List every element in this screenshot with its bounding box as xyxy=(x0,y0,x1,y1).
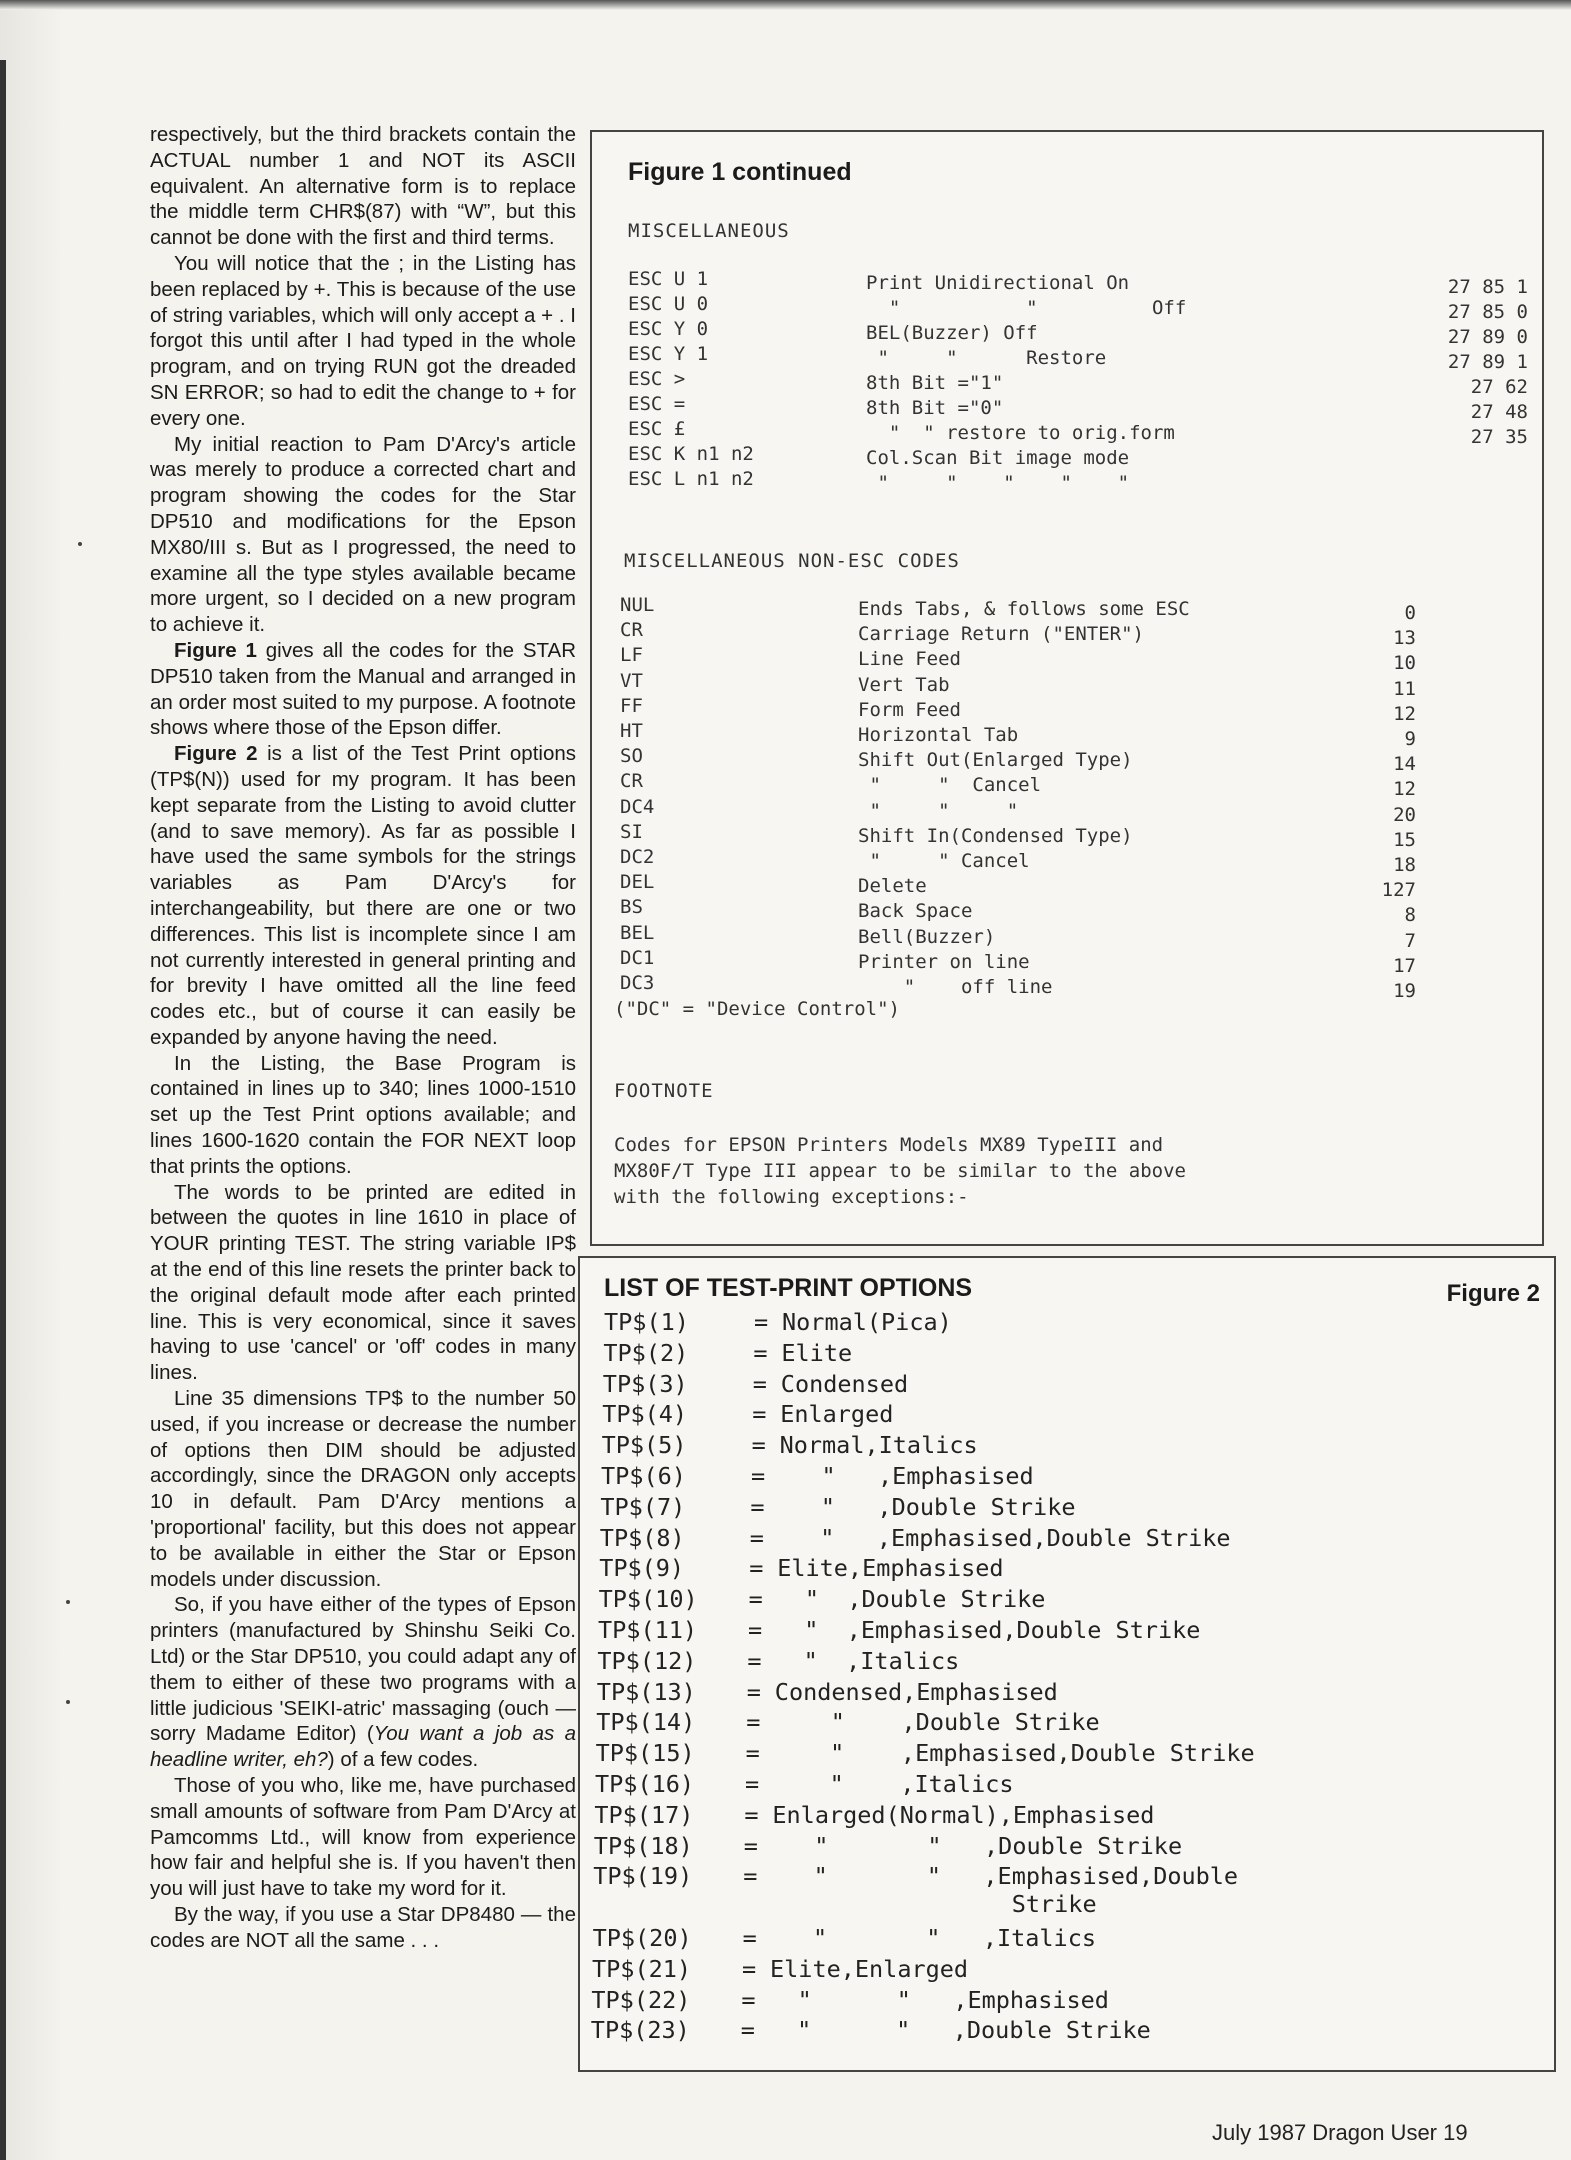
code-mnemonic: ESC £ xyxy=(628,418,686,440)
equals-sign: = xyxy=(740,2016,755,2045)
option-id: TP$(3) xyxy=(602,1369,688,1398)
option-description: " ,Double Strike xyxy=(776,1585,1046,1614)
code-description: Printer on line xyxy=(858,950,1030,973)
article-paragraph: Figure 1 gives all the codes for the STAR DP510 taken from the Manual and arranged in an order most suited to my purpose. A footnote shows where those of the Epson differ. xyxy=(150,638,576,740)
article-paragraph: My initial reaction to Pam D'Arcy's article was merely to produce a corrected chart and program showing the codes for the Star DP510 and modifications for the Epson MX80/III s. But as I progressed, the need to examine all the type styles available became more urgent, so I decided on a new program to achieve it. xyxy=(150,432,576,637)
code-mnemonic: DC1 xyxy=(620,946,655,969)
code-decimal: 13 xyxy=(1393,627,1416,650)
option-id: TP$(2) xyxy=(603,1338,689,1367)
option-id: TP$(15) xyxy=(595,1739,695,1768)
code-mnemonic: ESC U 0 xyxy=(628,293,709,315)
figure-2-title: LIST OF TEST-PRINT OPTIONS xyxy=(604,1274,973,1302)
option-description: " ,Double Strike xyxy=(774,1708,1100,1737)
option-description: " ,Emphasised,Double Strike xyxy=(776,1616,1201,1644)
article-paragraph: You will notice that the ; in the Listing has been replaced by +. This is because of the use of string variables, which will only accept a + . I forgot this until after I had typed in the whole program, and on trying RUN got the dreaded SN ERROR; so had to edit the change to + for every one. xyxy=(150,251,576,430)
code-description: Print Unidirectional On xyxy=(866,272,1130,294)
option-id: TP$(7) xyxy=(600,1492,686,1521)
code-decimal: 27 48 xyxy=(1470,401,1528,423)
equals-sign: = xyxy=(751,1462,766,1490)
code-mnemonic: ESC L n1 n2 xyxy=(628,468,754,490)
code-mnemonic: CR xyxy=(620,619,643,642)
equals-sign: = xyxy=(742,1954,757,1983)
option-description: Enlarged xyxy=(780,1400,894,1429)
equals-sign: = xyxy=(743,1831,758,1860)
footnote-line: with the following exceptions:- xyxy=(614,1186,969,1208)
code-mnemonic: SO xyxy=(620,745,643,768)
article-paragraph: Figure 2 is a list of the Test Print options (TP$(N)) used for my program. It has been kept separate from the Listing to avoid clutter (and to save memory). As far as possible I have used the same symbols for the strings variables as Pam D'Arcy's for interchangeability, but there are one or two differences. This list is incomplete since I am not currently interested in general printing and for brevity I have omitted all the line feed codes etc., but of course it can easily be expanded by anyone having the need. xyxy=(150,742,576,1049)
option-description: " ,Emphasised,Double Strike xyxy=(777,1523,1231,1552)
code-description: " " Restore xyxy=(866,347,1107,369)
equals-sign: = xyxy=(751,1431,766,1460)
code-description: Shift Out(Enlarged Type) xyxy=(858,749,1133,772)
option-description: Elite,Emphasised xyxy=(777,1554,1004,1583)
equals-sign: = xyxy=(746,1708,761,1737)
footnote-heading: FOOTNOTE xyxy=(614,1080,714,1102)
code-description: Shift In(Condensed Type) xyxy=(858,824,1133,847)
footnote-line: MX80F/T Type III appear to be similar to the above xyxy=(614,1160,1186,1182)
code-decimal: 127 xyxy=(1381,879,1416,902)
option-id: TP$(10) xyxy=(598,1585,698,1614)
code-decimal: 27 62 xyxy=(1470,376,1528,398)
code-mnemonic: NUL xyxy=(620,594,655,616)
code-description: Ends Tabs, & follows some ESC xyxy=(858,598,1190,620)
equals-sign: = xyxy=(752,1369,767,1398)
article-paragraph: By the way, if you use a Star DP8480 — the codes are NOT all the same . . . xyxy=(150,1902,576,1952)
code-description: " " Off xyxy=(866,297,1187,319)
option-id: TP$(14) xyxy=(596,1708,696,1737)
equals-sign: = xyxy=(748,1585,763,1614)
option-description: Normal(Pica) xyxy=(782,1308,952,1336)
code-decimal: 7 xyxy=(1404,929,1416,952)
figure-2-box xyxy=(578,1256,1556,2072)
nonesc-heading: MISCELLANEOUS NON-ESC CODES xyxy=(624,550,960,572)
code-mnemonic: BEL xyxy=(620,921,655,944)
page-left-edge xyxy=(0,60,6,2160)
misc-heading: MISCELLANEOUS xyxy=(628,220,790,242)
option-id: TP$(11) xyxy=(598,1616,698,1644)
code-decimal: 27 85 1 xyxy=(1447,276,1528,298)
code-mnemonic: LF xyxy=(620,644,643,667)
code-description: Form Feed xyxy=(858,698,961,721)
code-mnemonic: SI xyxy=(620,820,643,843)
code-decimal: 27 89 1 xyxy=(1447,351,1528,373)
code-mnemonic: DC3 xyxy=(620,972,655,994)
code-description: " off line xyxy=(858,976,1053,998)
equals-sign: = xyxy=(749,1554,764,1583)
page-gutter-shadow xyxy=(0,0,105,2160)
option-id: TP$(16) xyxy=(595,1770,695,1798)
equals-sign: = xyxy=(753,1338,768,1367)
scan-speck xyxy=(66,1700,70,1704)
code-mnemonic: DC4 xyxy=(620,795,655,818)
code-description: " " " xyxy=(858,799,1019,822)
equals-sign: = xyxy=(745,1770,760,1798)
option-id: TP$(4) xyxy=(602,1400,688,1429)
option-description: " " ,Double Strike xyxy=(768,2016,1151,2045)
option-id: TP$(8) xyxy=(599,1523,685,1552)
code-decimal: 27 35 xyxy=(1470,426,1528,448)
code-description: BEL(Buzzer) Off xyxy=(866,322,1038,344)
code-mnemonic: ESC > xyxy=(628,368,686,390)
code-description: 8th Bit ="1" xyxy=(866,372,1004,394)
article-paragraph: Those of you who, like me, have purchased small amounts of software from Pam D'Arcy at Pamcomms Ltd., will know from experience how fair and helpful she is. If you haven't then you will just have to take my word for it. xyxy=(150,1774,576,1901)
figure-1-title: Figure 1 continued xyxy=(628,158,852,186)
code-description: Bell(Buzzer) xyxy=(858,925,996,948)
code-decimal: 15 xyxy=(1393,828,1416,851)
option-description: " ,Emphasised xyxy=(779,1462,1034,1490)
option-id: TP$(23) xyxy=(590,2016,690,2045)
equals-sign: = xyxy=(750,1492,765,1521)
code-mnemonic: VT xyxy=(620,669,643,692)
option-description: " " ,Italics xyxy=(770,1924,1097,1952)
article-paragraph: The words to be printed are edited in between the quotes in line 1610 in place of YOUR printing TEST. The string variable IP$ at the end of this line resets the printer back to the original default mode after each printed line. This is very economical, since it saves having to use 'cancel' or 'off' codes in many lines. xyxy=(150,1180,576,1385)
option-description: Elite,Enlarged xyxy=(770,1954,969,1983)
option-id: TP$(1) xyxy=(604,1308,689,1336)
code-decimal: 10 xyxy=(1393,652,1416,675)
code-description: Horizontal Tab xyxy=(858,724,1019,746)
option-id: TP$(21) xyxy=(592,1954,692,1983)
code-mnemonic: HT xyxy=(620,720,643,742)
page-footer: July 1987 Dragon User 19 xyxy=(1212,2120,1468,2145)
code-mnemonic: ESC Y 0 xyxy=(628,318,709,340)
equals-sign: = xyxy=(743,1862,758,1891)
equals-sign: = xyxy=(754,1308,769,1336)
article-paragraph: In the Listing, the Base Program is contained in lines up to 340; lines 1000-1510 set up the Test Print options available; and lines 1600-1620 contain the FOR NEXT loop that prints the options. xyxy=(150,1051,576,1178)
option-description: " ,Emphasised,Double Strike xyxy=(773,1739,1255,1768)
code-mnemonic: BS xyxy=(620,896,643,919)
option-id: TP$(20) xyxy=(592,1924,692,1952)
scan-speck xyxy=(78,542,82,546)
device-control-note: ("DC" = "Device Control") xyxy=(614,998,900,1020)
equals-sign: = xyxy=(744,1800,759,1829)
code-description: Back Space xyxy=(858,900,973,923)
code-description: " " Cancel xyxy=(858,850,1030,872)
equals-sign: = xyxy=(746,1677,761,1706)
option-id: TP$(6) xyxy=(601,1462,686,1490)
option-id: TP$(17) xyxy=(594,1800,694,1829)
option-description: " " ,Emphasised xyxy=(769,1985,1109,2014)
code-description: " " " " " xyxy=(866,472,1130,494)
code-decimal: 27 89 0 xyxy=(1447,326,1528,348)
option-description: Enlarged(Normal),Emphasised xyxy=(772,1800,1155,1829)
code-description: " " Cancel xyxy=(858,774,1042,797)
equals-sign: = xyxy=(745,1739,760,1768)
article-paragraph: Line 35 dimensions TP$ to the number 50 used, if you increase or decrease the number of options then DIM should be adjusted accordingly, since the DRAGON only accepts 10 in default. Pam D'Arcy mentions a 'proportional' facility, but this does not appear to be available in either the Star or Epson models under discussion. xyxy=(150,1387,576,1591)
article-paragraph: So, if you have either of the types of Epson printers (manufactured by Shinshu Seiki Co. Ltd) or the Star DP510, you could adapt any of them to either of these two programs with a little judicious 'SEIKI-atric' massaging (ouch — sorry Madame Editor) (You want a job as a headline writer, eh?) of a few codes. xyxy=(150,1593,576,1772)
code-description: Delete xyxy=(858,875,927,898)
page-top-edge xyxy=(0,0,1571,10)
code-mnemonic: ESC U 1 xyxy=(628,268,709,290)
option-description: " " ,Emphasised,Double Strike xyxy=(813,1862,1239,1919)
option-id: TP$(22) xyxy=(591,1985,691,2014)
code-decimal: 17 xyxy=(1393,954,1416,977)
equals-sign: = xyxy=(748,1616,763,1644)
option-id: TP$(18) xyxy=(593,1831,693,1860)
option-description: Elite xyxy=(781,1338,853,1367)
option-description: " ,Double Strike xyxy=(778,1492,1076,1521)
code-description: Col.Scan Bit image mode xyxy=(866,447,1130,469)
equals-sign: = xyxy=(747,1646,762,1675)
scan-speck xyxy=(66,1600,70,1604)
code-decimal: 27 85 0 xyxy=(1447,301,1528,323)
equals-sign: = xyxy=(752,1400,767,1429)
option-id: TP$(5) xyxy=(601,1431,687,1460)
figure-1-box xyxy=(590,130,1544,1246)
code-mnemonic: ESC K n1 n2 xyxy=(628,443,754,465)
code-description: Line Feed xyxy=(858,648,961,671)
code-description: 8th Bit ="0" xyxy=(866,397,1004,419)
option-id: TP$(19) xyxy=(593,1862,693,1891)
option-id: TP$(13) xyxy=(596,1677,696,1706)
code-decimal: 19 xyxy=(1393,980,1416,1002)
equals-sign: = xyxy=(749,1523,764,1552)
option-description: " ,Italics xyxy=(775,1646,960,1675)
code-description: " " restore to orig.form xyxy=(866,422,1175,444)
code-description: Vert Tab xyxy=(858,673,950,696)
code-mnemonic: DEL xyxy=(620,871,655,894)
code-description: Carriage Return ("ENTER") xyxy=(858,623,1144,646)
option-description: " ,Italics xyxy=(773,1770,1014,1798)
code-decimal: 12 xyxy=(1393,702,1416,725)
code-decimal: 12 xyxy=(1393,778,1416,801)
option-description: " " ,Double Strike xyxy=(771,1831,1183,1860)
code-mnemonic: ESC Y 1 xyxy=(628,343,709,365)
code-decimal: 8 xyxy=(1404,904,1416,927)
code-decimal: 14 xyxy=(1393,753,1416,776)
figure-2-label: Figure 2 xyxy=(1446,1280,1540,1307)
article-paragraph: respectively, but the third brackets contain the ACTUAL number 1 and NOT its ASCII equivalent. An alternative form is to replace the middle term CHR$(87) with “W”, but this cannot be done with the first and third terms. xyxy=(150,123,576,250)
option-description: Condensed,Emphasised xyxy=(774,1677,1058,1706)
code-decimal: 0 xyxy=(1404,602,1416,624)
code-mnemonic: CR xyxy=(620,770,643,793)
equals-sign: = xyxy=(741,1985,756,2014)
footnote-line: Codes for EPSON Printers Models MX89 TypeIII and xyxy=(614,1134,1164,1156)
article-body xyxy=(150,122,576,1954)
code-decimal: 20 xyxy=(1393,803,1416,826)
code-mnemonic: ESC = xyxy=(628,393,686,415)
code-mnemonic: DC2 xyxy=(620,846,655,868)
option-id: TP$(9) xyxy=(599,1554,685,1583)
option-id: TP$(12) xyxy=(597,1646,697,1675)
code-mnemonic: FF xyxy=(620,694,643,717)
option-description: Normal,Italics xyxy=(779,1431,978,1460)
code-decimal: 9 xyxy=(1404,728,1416,750)
equals-sign: = xyxy=(742,1924,757,1952)
code-decimal: 11 xyxy=(1393,677,1416,700)
code-decimal: 18 xyxy=(1393,854,1416,876)
option-description: Condensed xyxy=(780,1369,909,1398)
